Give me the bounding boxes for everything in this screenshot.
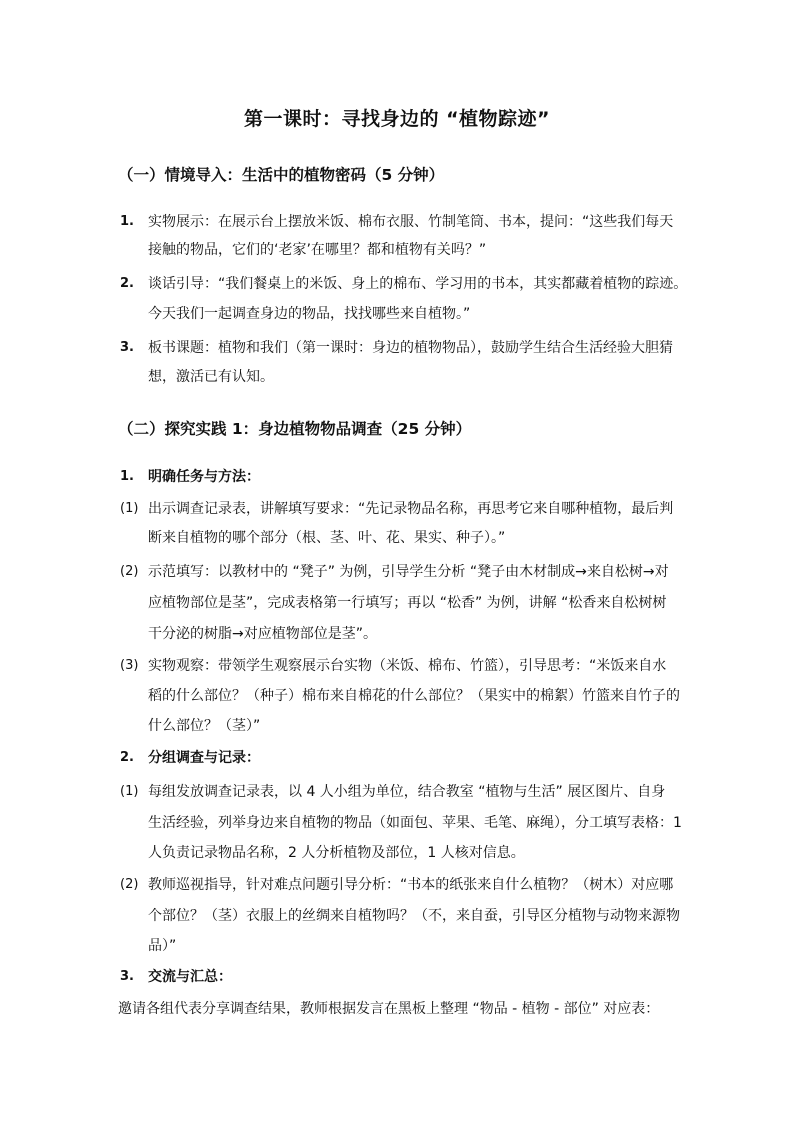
list-number: 3. bbox=[120, 969, 134, 984]
paragraph-line: 实物观察：带领学生观察展示台实物（米饭、棉布、竹篮），引导思考：“米饭来自水 bbox=[148, 658, 667, 674]
paragraph-line: 人负责记录物品名称，2 人分析植物及部位，1 人核对信息。 bbox=[148, 845, 525, 861]
paragraph-line: 什么部位？（茎）” bbox=[148, 718, 261, 734]
paragraph-line: 生活经验，列举身边来自植物的物品（如面包、苹果、毛笔、麻绳），分工填写表格：1 bbox=[148, 815, 682, 831]
paragraph-line: 今天我们一起调查身边的物品，找找哪些来自植物。” bbox=[148, 306, 471, 322]
sub-list-number: (1) bbox=[120, 501, 139, 516]
step-label: 交流与汇总： bbox=[148, 969, 232, 985]
section-heading-1: （一）情境导入：生活中的植物密码（5 分钟） bbox=[118, 166, 445, 184]
sub-list-number: (1) bbox=[120, 784, 139, 799]
page-title: 第一课时：寻找身边的 “植物踪迹” bbox=[243, 108, 551, 130]
paragraph-line: 板书课题：植物和我们（第一课时：身边的植物物品），鼓励学生结合生活经验大胆猜 bbox=[148, 340, 673, 356]
paragraph-line: 想，激活已有认知。 bbox=[148, 369, 274, 385]
paragraph-line: 出示调查记录表，讲解填写要求：“先记录物品名称，再思考它来自哪种植物，最后判 bbox=[148, 501, 674, 517]
paragraph-line: 每组发放调查记录表，以 4 人小组为单位，结合教室 “植物与生活” 展区图片、自身 bbox=[148, 784, 666, 800]
paragraph-line: 示范填写：以教材中的 “凳子” 为例，引导学生分析 “凳子由木材制成→来自松树→对 bbox=[148, 564, 669, 580]
list-number: 3. bbox=[120, 340, 134, 355]
list-number: 1. bbox=[120, 214, 134, 229]
paragraph-line: 应植物部位是茎”，完成表格第一行填写；再以 “松香” 为例，讲解 “松香来自松树树 bbox=[148, 595, 667, 611]
step-label: 明确任务与方法： bbox=[148, 469, 260, 485]
sub-list-number: (2) bbox=[120, 877, 139, 892]
paragraph-line: 稻的什么部位？（种子）棉布来自棉花的什么部位？（果实中的棉絮）竹篮来自竹子的 bbox=[148, 688, 680, 704]
sub-list-number: (2) bbox=[120, 564, 139, 579]
paragraph-line: 邀请各组代表分享调查结果，教师根据发言在黑板上整理 “物品 - 植物 - 部位” 对应表： bbox=[118, 1001, 660, 1017]
paragraph-line: 谈话引导：“我们餐桌上的米饭、身上的棉布、学习用的书本，其实都藏着植物的踪迹。 bbox=[148, 276, 688, 292]
paragraph-line: 品）” bbox=[148, 938, 177, 954]
list-number: 1. bbox=[120, 469, 134, 484]
paragraph-line: 接触的物品，它们的‘老家’在哪里？都和植物有关吗？” bbox=[148, 242, 487, 258]
paragraph-line: 实物展示：在展示台上摆放米饭、棉布衣服、竹制笔筒、书本，提问：“这些我们每天 bbox=[148, 214, 674, 230]
paragraph-line: 断来自植物的哪个部分（根、茎、叶、花、果实、种子）。” bbox=[148, 530, 506, 546]
paragraph-line: 干分泌的树脂→对应植物部位是茎”。 bbox=[148, 626, 377, 642]
sub-list-number: (3) bbox=[120, 658, 139, 673]
list-number: 2. bbox=[120, 750, 134, 765]
section-heading-2: （二）探究实践 1：身边植物物品调查（25 分钟） bbox=[118, 420, 472, 438]
paragraph-line: 个部位？（茎）衣服上的丝绸来自植物吗？（不，来自蚕，引导区分植物与动物来源物 bbox=[148, 908, 680, 924]
paragraph-line: 教师巡视指导，针对难点问题引导分析：“书本的纸张来自什么植物？（树木）对应哪 bbox=[148, 877, 674, 893]
step-label: 分组调查与记录： bbox=[148, 750, 260, 766]
list-number: 2. bbox=[120, 276, 134, 291]
